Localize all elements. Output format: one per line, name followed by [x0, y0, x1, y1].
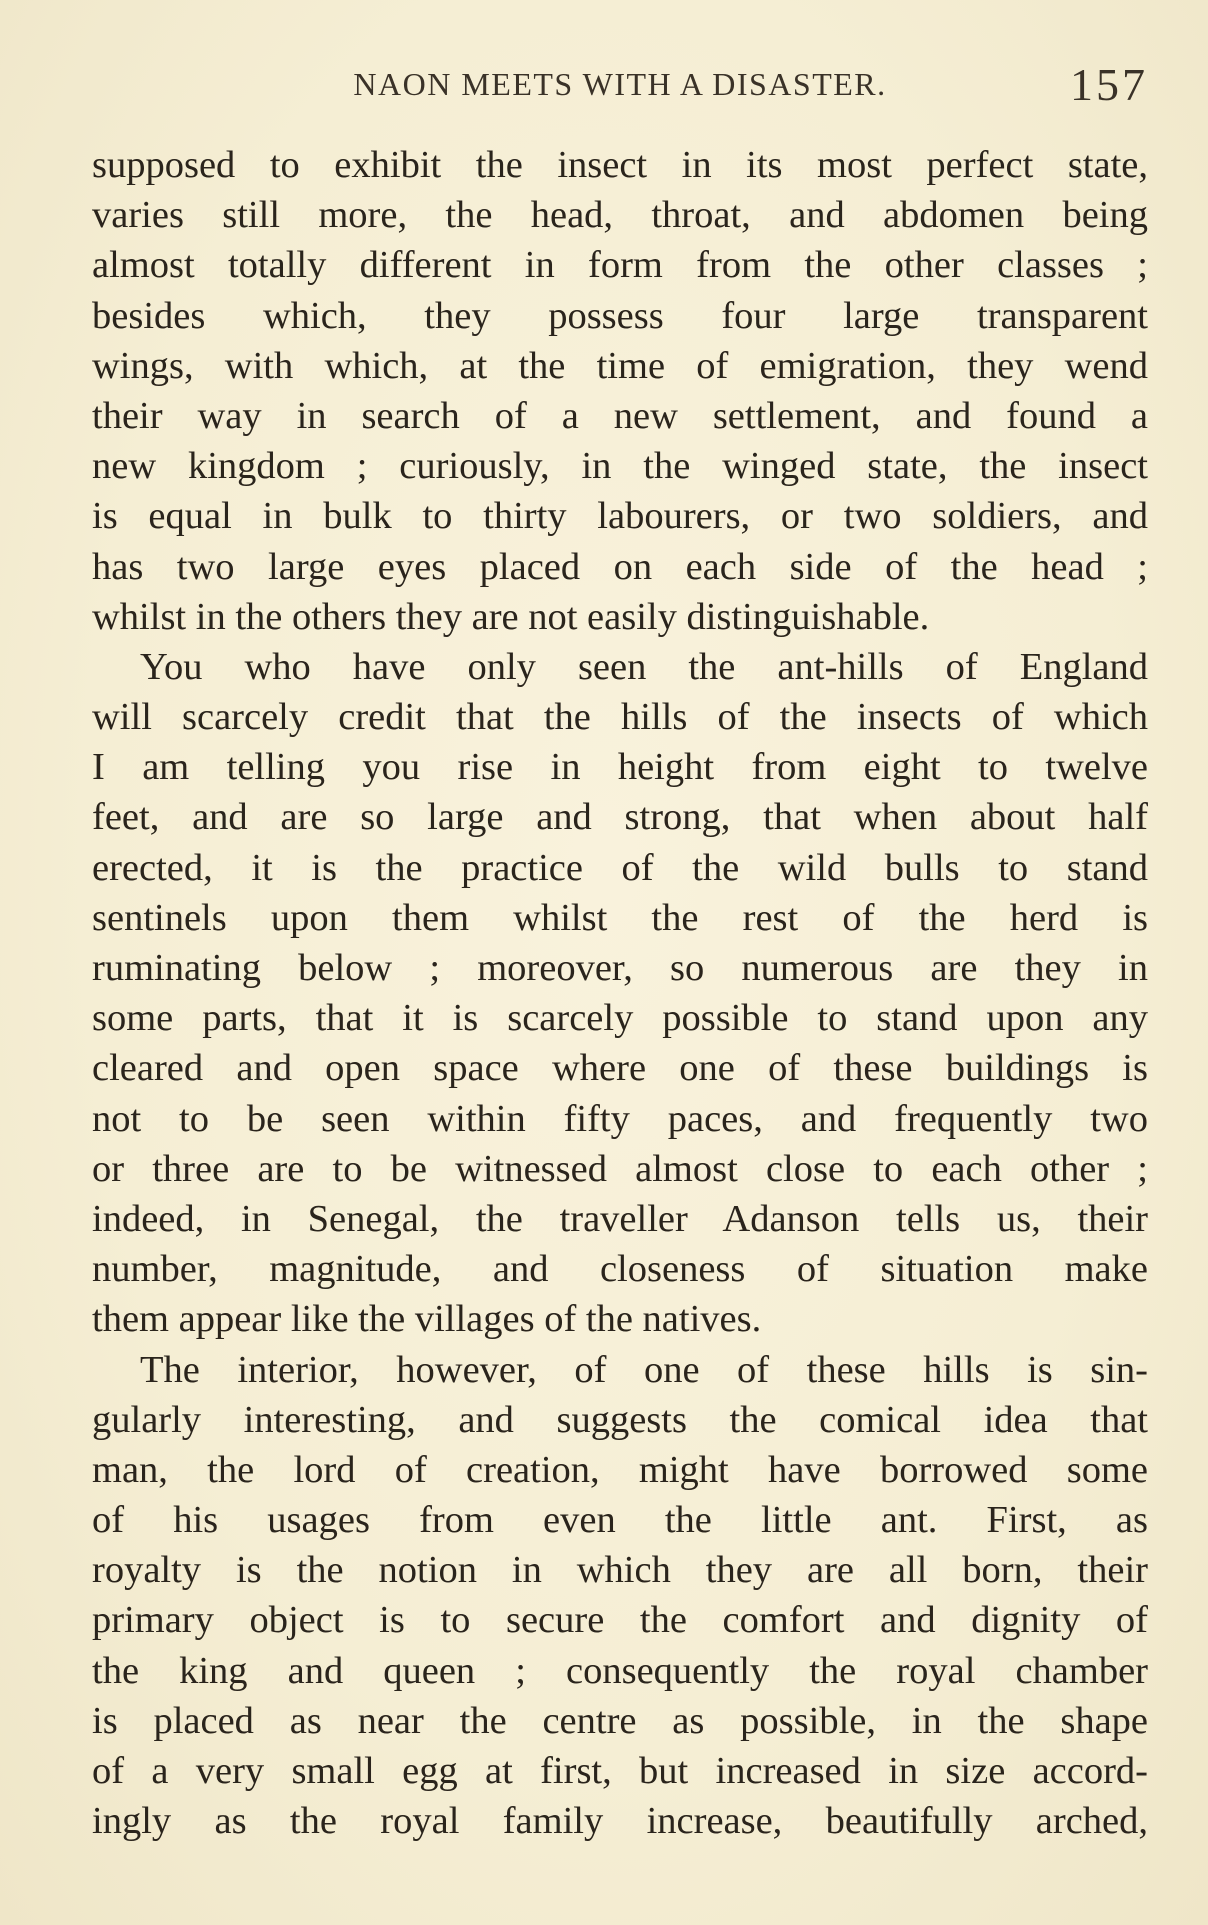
text-line: besides which, they possess four large transparent: [92, 294, 1148, 337]
text-line: The interior, however, of one of these hills is sin-: [140, 1348, 1148, 1391]
text-line: feet, and are so large and strong, that when about half: [92, 796, 1148, 839]
text-line: primary object is to secure the comfort and dignity of: [92, 1599, 1148, 1642]
text-line: supposed to exhibit the insect in its most perfect state,: [92, 144, 1148, 186]
page-number: 157: [1070, 59, 1148, 110]
paragraph: [92, 1345, 1148, 1847]
text-line: erected, it is the practice of the wild bulls to stand: [92, 846, 1148, 889]
text-line: whilst in the others they are not easily distinguishable.: [92, 595, 930, 638]
text-line: indeed, in Senegal, the traveller Adanson tells us, their: [92, 1197, 1148, 1240]
text-line: ingly as the royal family increase, beautifully arched,: [92, 1800, 1148, 1843]
paragraph: [92, 140, 1148, 642]
paragraph: [92, 642, 1148, 1345]
text-line: will scarcely credit that the hills of the insects of which: [92, 696, 1148, 739]
body-text: [92, 140, 1148, 1846]
running-head: [92, 56, 1148, 116]
text-line: wings, with which, at the time of emigration, they wend: [92, 344, 1148, 387]
running-title: NAON MEETS WITH A DISASTER.: [353, 66, 887, 102]
text-line: cleared and open space where one of these buildings is: [92, 1047, 1148, 1090]
text-line: is placed as near the centre as possible, in the shape: [92, 1699, 1148, 1742]
text-line: the king and queen ; consequently the royal chamber: [92, 1649, 1148, 1692]
text-line: is equal in bulk to thirty labourers, or two soldiers, and: [92, 495, 1148, 538]
text-line: I am telling you rise in height from eight to twelve: [92, 746, 1148, 789]
text-line: of his usages from even the little ant. First, as: [92, 1499, 1148, 1542]
text-line: of a very small egg at first, but increased in size accord-: [92, 1750, 1148, 1792]
text-line: them appear like the villages of the natives.: [92, 1298, 762, 1341]
text-line: their way in search of a new settlement, and found a: [92, 394, 1148, 437]
text-line: not to be seen within fifty paces, and frequently two: [92, 1097, 1148, 1140]
text-line: some parts, that it is scarcely possible to stand upon any: [92, 997, 1148, 1040]
text-line: or three are to be witnessed almost close to each other ;: [92, 1147, 1148, 1190]
text-line: royalty is the notion in which they are all born, their: [92, 1549, 1148, 1592]
text-line: You who have only seen the ant-hills of England: [140, 645, 1148, 688]
text-line: sentinels upon them whilst the rest of the herd is: [92, 896, 1148, 939]
text-line: new kingdom ; curiously, in the winged state, the insect: [92, 445, 1148, 488]
text-line: almost totally different in form from the other classes ;: [92, 244, 1148, 287]
text-line: gularly interesting, and suggests the comical idea that: [92, 1398, 1148, 1441]
text-line: number, magnitude, and closeness of situation make: [92, 1248, 1148, 1291]
text-line: man, the lord of creation, might have borrowed some: [92, 1448, 1148, 1491]
text-line: ruminating below ; moreover, so numerous are they in: [92, 947, 1148, 989]
text-line: has two large eyes placed on each side of the head ;: [92, 545, 1148, 588]
text-line: varies still more, the head, throat, and abdomen being: [92, 194, 1148, 237]
